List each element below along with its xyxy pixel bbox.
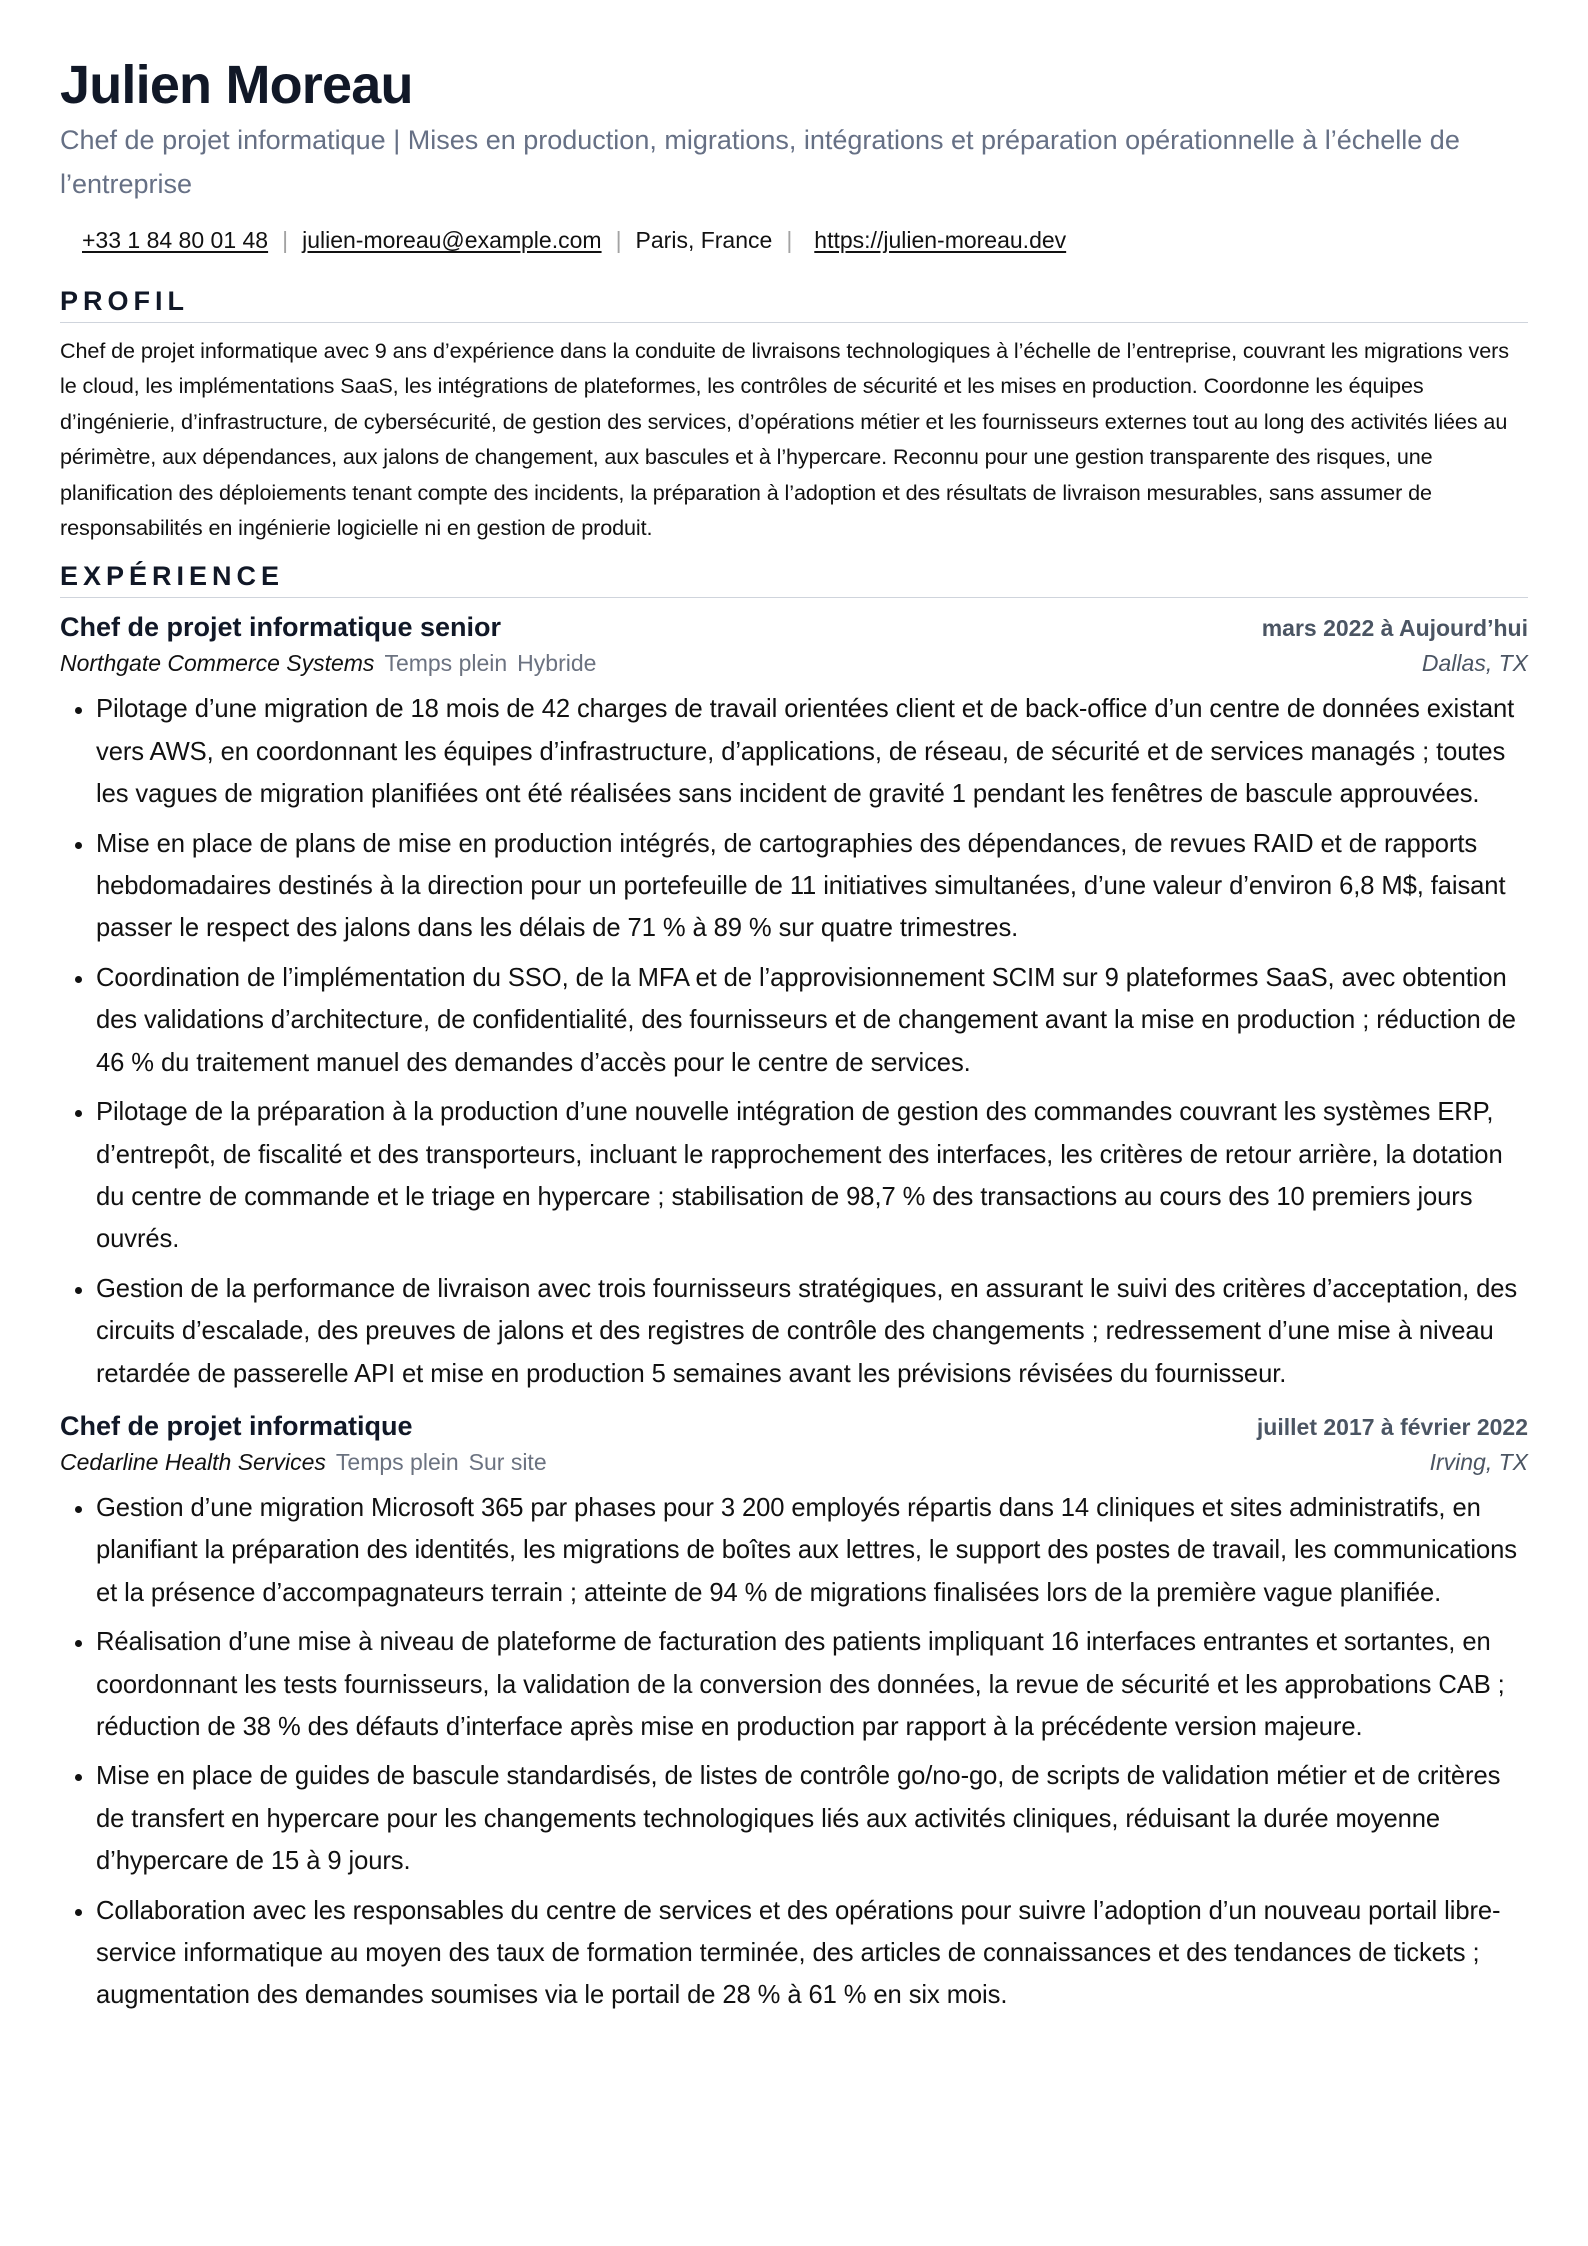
profile-section <box>60 284 1528 545</box>
job-entry <box>60 608 1528 1395</box>
company-name: Northgate Commerce Systems <box>60 650 375 677</box>
work-mode: Sur site <box>468 1448 547 1475</box>
job-dates: juillet 2017 à février 2022 <box>1256 1413 1528 1440</box>
employment-type: Temps plein <box>335 1448 459 1475</box>
phone-link[interactable]: +33 1 84 80 01 48 <box>82 227 269 253</box>
bullet-item: • Coordination de l’implémentation du SSO, de la MFA et de l’approvisionnement SCIM sur 9 plateformes SaaS, avec obtention des validations d’architecture, de confidentialité, des fournisseurs et de changement avant la mise en production ; réduction de 46 % du traitement manuel des demandes d’accès pour le centre de services. <box>96 957 1528 1084</box>
contact-separator: | <box>282 227 289 253</box>
bullet-item: • Mise en place de plans de mise en production intégrés, de cartographies des dépendances, de revues RAID et de rapports hebdomadaires destinés à la direction pour un portefeuille de 11 initiatives simultanées, d’une valeur d’environ 6,8 M$, faisant passer le respect des jalons dans les délais de 71 % à 89 % sur quatre trimestres. <box>96 823 1528 950</box>
bullet-item: • Mise en place de guides de bascule standardisés, de listes de contrôle go/no-go, de scripts de validation métier et de critères de transfert en hypercare pour les changements technologiques liés aux activités cliniques, réduisant la durée moyenne d’hypercare de 15 à 9 jours. <box>96 1755 1528 1882</box>
job-location: Irving, TX <box>1429 1448 1528 1475</box>
bullet-item: • Gestion de la performance de livraison avec trois fournisseurs stratégiques, en assurant le suivi des critères d’acceptation, des circuits d’escalade, des preuves de jalons et des registres de contrôle des changements ; redressement d’une mise à niveau retardée de passerelle API et mise en production 5 semaines avant les prévisions révisées du fournisseur. <box>96 1268 1528 1395</box>
experience-heading: EXPÉRIENCE <box>60 559 1528 598</box>
profile-heading: PROFIL <box>60 284 1528 323</box>
candidate-headline: Chef de projet informatique | Mises en production, migrations, intégrations et préparation opérationnelle à l’échelle de l’entreprise <box>60 125 1460 199</box>
website-link[interactable]: https://julien-moreau.dev <box>814 227 1067 253</box>
bullet-item: • Réalisation d’une mise à niveau de plateforme de facturation des patients impliquant 16 interfaces entrantes et sortantes, en coordonnant les tests fournisseurs, la validation de la conversion des données, la revue de sécurité et les approbations CAB ; réduction de 38 % des défauts d’interface après mise en production par rapport à la précédente version majeure. <box>96 1621 1528 1748</box>
bullet-item: • Pilotage d’une migration de 18 mois de 42 charges de travail orientées client et de back-office d’un centre de données existant vers AWS, en coordonnant les équipes d’infrastructure, d’applications, de réseau, de sécurité et de services managés ; toutes les vagues de migration planifiées ont été réalisées sans incident de gravité 1 pendant les fenêtres de bascule approuvées. <box>96 688 1528 815</box>
bullet-item: • Pilotage de la préparation à la production d’une nouvelle intégration de gestion des commandes couvrant les systèmes ERP, d’entrepôt, de fiscalité et des transporteurs, incluant le rapprochement des interfaces, les critères de retour arrière, la dotation du centre de commande et le triage en hypercare ; stabilisation de 98,7 % des transactions au cours des 10 premiers jours ouvrés. <box>96 1091 1528 1261</box>
work-mode: Hybride <box>517 650 597 677</box>
job-title: Chef de projet informatique senior <box>60 612 502 643</box>
job-bullets <box>60 688 1528 1395</box>
company-name: Cedarline Health Services <box>60 1448 326 1475</box>
employment-type: Temps plein <box>384 650 508 677</box>
email-link[interactable]: julien-moreau@example.com <box>302 227 602 253</box>
candidate-name: Julien Moreau <box>60 55 413 115</box>
contact-separator: | <box>786 227 793 253</box>
experience-section <box>60 559 1528 2016</box>
job-bullets <box>60 1487 1528 2017</box>
contact-line <box>60 222 1528 258</box>
bullet-item: • Gestion d’une migration Microsoft 365 par phases pour 3 200 employés répartis dans 14 cliniques et sites administratifs, en planifiant la préparation des identités, les migrations de boîtes aux lettres, le support des postes de travail, les communications et la présence d’accompagnateurs terrain ; atteinte de 94 % de migrations finalisées lors de la première vague planifiée. <box>96 1487 1528 1614</box>
resume-header <box>60 52 1528 258</box>
location-text: Paris, France <box>635 227 773 253</box>
job-entry <box>60 1407 1528 2017</box>
job-title: Chef de projet informatique <box>60 1410 413 1441</box>
job-dates: mars 2022 à Aujourd’hui <box>1261 615 1528 642</box>
job-location: Dallas, TX <box>1421 650 1528 677</box>
bullet-item: • Collaboration avec les responsables du centre de services et des opérations pour suivre l’adoption d’un nouveau portail libre-service informatique au moyen des taux de formation terminée, des articles de connaissances et des tendances de tickets ; augmentation des demandes soumises via le portail de 28 % à 61 % en six mois. <box>96 1890 1528 2017</box>
profile-summary: Chef de projet informatique avec 9 ans d’expérience dans la conduite de livraisons technologiques à l’échelle de l’entreprise, couvrant les migrations vers le cloud, les implémentations SaaS, les intégrations de plateformes, les contrôles de sécurité et les mises en production. Coordonne les équipes d’ingénierie, d’infrastructure, de cybersécurité, de gestion des services, d’opérations métier et les fournisseurs externes tout au long des activités liées au périmètre, aux dépendances, aux jalons de changement, aux bascules et à l’hypercare. Reconnu pour une gestion transparente des risques, une planification des déploiements tenant compte des incidents, la préparation à l’adoption et des résultats de livraison mesurables, sans assumer de responsabilités en ingénierie logicielle ni en gestion de produit. <box>60 338 1509 541</box>
contact-separator: | <box>615 227 622 253</box>
